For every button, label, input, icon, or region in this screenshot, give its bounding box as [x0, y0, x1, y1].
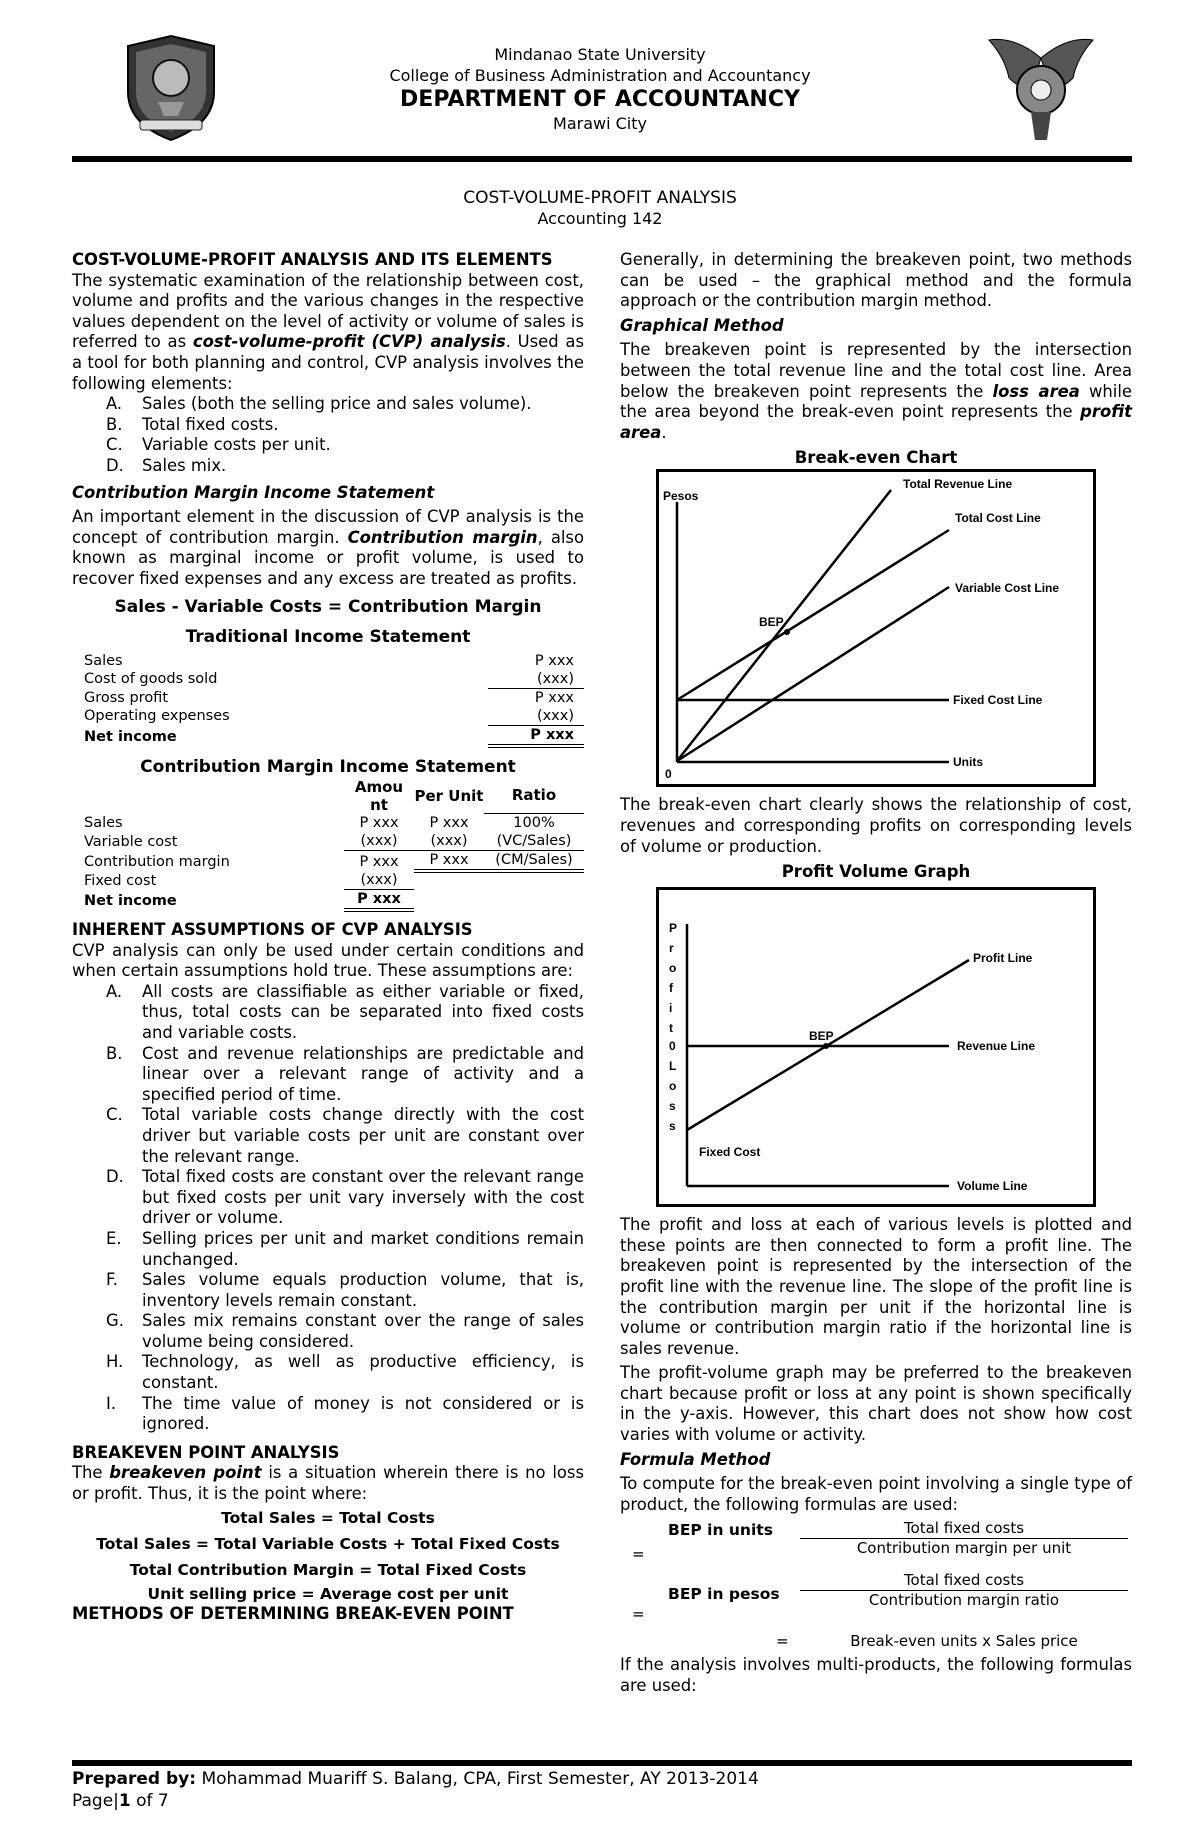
- list-item: I. The time value of money is not considered or is ignored.: [106, 1393, 584, 1434]
- university-name: Mindanao State University: [494, 45, 706, 64]
- graphical-method-paragraph: The breakeven point is represented by the intersection between the total revenue line and the total cost line. Area below the breakeven point represents the loss area while the area beyond the break-even point represents the profit area.: [620, 340, 1132, 442]
- traditional-statement-title: Traditional Income Statement: [185, 626, 471, 647]
- list-item: D. Total fixed costs are constant over the relevant range but fixed costs per unit vary inversely with the cost driver or volume.: [106, 1167, 584, 1228]
- college-name: College of Business Administration and Accountancy: [389, 66, 811, 85]
- right-column: [620, 250, 1132, 1697]
- bep-pesos-alt-formula: [620, 1631, 1132, 1655]
- list-item: D. Sales mix.: [106, 455, 227, 475]
- table-row: Cost of goods sold (xxx): [72, 670, 584, 689]
- svg-text:L: L: [669, 1059, 677, 1074]
- fixed-cost-line-label: Fixed Cost Line: [953, 693, 1043, 708]
- table-row: Contribution margin P xxx P xxx (CM/Sales): [72, 851, 584, 872]
- traditional-income-statement: [72, 652, 584, 748]
- letterhead: [0, 0, 1200, 160]
- department-name: DEPARTMENT OF ACCOUNTANCY: [400, 87, 800, 112]
- methods-intro-paragraph: Generally, in determining the breakeven point, two methods can be used – the graphical method and the formula approach or the contribution margin method.: [620, 250, 1132, 311]
- footer-rule: [72, 1760, 1132, 1766]
- bep-equation-1: Total Sales = Total Costs: [221, 1508, 435, 1527]
- equals-sign: =: [776, 1632, 789, 1651]
- equals-sign: =: [632, 1605, 645, 1624]
- table-row: Operating expenses (xxx): [72, 707, 584, 726]
- section-heading-cmis: Contribution Margin Income Statement: [72, 482, 435, 502]
- section-heading-graphical: Graphical Method: [620, 315, 784, 335]
- table-row: Net income P xxx: [72, 725, 584, 746]
- profit-volume-graph-title: Profit Volume Graph: [781, 862, 971, 882]
- svg-text:f: f: [669, 981, 673, 996]
- svg-text:i: i: [669, 1001, 673, 1016]
- bep-point: [784, 629, 790, 635]
- total-cost-line-label: Total Cost Line: [955, 511, 1041, 526]
- section-heading-methods: METHODS OF DETERMINING BREAK-EVEN POINT: [72, 1603, 514, 1623]
- cm-income-statement: [72, 778, 584, 913]
- svg-text:0: 0: [669, 1039, 676, 1054]
- section-heading-cvp-elements: COST-VOLUME-PROFIT ANALYSIS AND ITS ELEMENTS: [72, 250, 553, 269]
- svg-text:s: s: [669, 1099, 676, 1114]
- list-item: E. Selling prices per unit and market conditions remain unchanged.: [106, 1228, 584, 1269]
- svg-text:o: o: [669, 961, 677, 976]
- fixed-cost-label: Fixed Cost: [699, 1145, 761, 1160]
- list-item: B. Total fixed costs.: [106, 414, 279, 434]
- list-item: A. All costs are classifiable as either variable or fixed, thus, total costs can be separated into fixed costs and variable costs.: [106, 981, 584, 1042]
- list-item: C. Variable costs per unit.: [106, 435, 331, 455]
- revenue-line-label: Revenue Line: [957, 1039, 1036, 1054]
- bep-pesos-formula: [620, 1571, 1132, 1623]
- multi-product-intro: If the analysis involves multi-products, the following formulas are used:: [620, 1655, 1132, 1696]
- break-even-chart-svg: [659, 472, 1093, 784]
- pv-bep-label: BEP: [809, 1029, 834, 1044]
- list-item: F. Sales volume equals production volume, that is, inventory levels remain constant.: [106, 1270, 584, 1310]
- contribution-margin-equation: Sales - Variable Costs = Contribution Margin: [114, 596, 542, 617]
- university-seal-logo: [118, 32, 224, 144]
- profit-volume-paragraph-1: The profit and loss at each of various levels is plotted and these points are then connected to form a profit line. The breakeven point is represented by the intersection of the profit line with the revenue line. The slope of the profit line is the contribution margin per unit if the horizontal line is volume or contribution margin ratio if the horizontal line is sales revenue.: [620, 1215, 1132, 1358]
- svg-text:r: r: [669, 941, 674, 956]
- section-heading-assumptions: INHERENT ASSUMPTIONS OF CVP ANALYSIS: [72, 920, 473, 939]
- cm-statement-title: Contribution Margin Income Statement: [140, 756, 516, 777]
- page-footer: [72, 1768, 759, 1812]
- header-rule: [72, 156, 1132, 162]
- break-even-chart-title: Break-even Chart: [794, 448, 958, 468]
- col-header-ratio: Ratio: [484, 778, 584, 814]
- bep-equation-2: Total Sales = Total Variable Costs + Total Fixed Costs: [96, 1534, 560, 1553]
- col-header-amount: Amou nt: [354, 777, 404, 814]
- y-axis-label: Pesos: [663, 489, 699, 504]
- list-item: G. Sales mix remains constant over the range of sales volume being considered.: [106, 1311, 584, 1351]
- pv-bep-point: [823, 1043, 829, 1049]
- bep-equation-3: Total Contribution Margin = Total Fixed Costs: [129, 1560, 527, 1579]
- bep-paragraph: The breakeven point is a situation wherein there is no loss or profit. Thus, it is the point where:: [72, 1463, 585, 1504]
- contribution-margin-paragraph: An important element in the discussion of CVP analysis is the concept of contribution margin. Contribution margin, also known as marginal income or profit volume, is used to recover fixed expenses and any excess are treated as profits.: [72, 507, 584, 588]
- total-revenue-line: [677, 490, 891, 761]
- profit-volume-paragraph-2: The profit-volume graph may be preferred to the breakeven chart because profit or loss at any point is shown specifically in the y-axis. However, this chart does not show how cost varies with volume or activity.: [620, 1363, 1132, 1445]
- table-header-row: [72, 778, 584, 814]
- origin-label: 0: [665, 767, 672, 782]
- list-item: A. Sales (both the selling price and sales volume).: [106, 394, 532, 414]
- bep-pesos-label: BEP in pesos: [668, 1585, 780, 1604]
- break-even-chart-description: The break-even chart clearly shows the relationship of cost, revenues and corresponding profits on corresponding levels of volume or production.: [620, 795, 1132, 856]
- bep-units-label: BEP in units: [668, 1521, 773, 1540]
- prepared-by: Prepared by: Mohammad Muariff S. Balang, CPA, First Semester, AY 2013-2014: [72, 1769, 759, 1789]
- formula-intro: To compute for the break-even point involving a single type of product, the following formulas are used:: [620, 1474, 1132, 1514]
- page-number: Page|1 of 7: [72, 1791, 169, 1811]
- city-name: Marawi City: [553, 114, 647, 133]
- numerator: Total fixed costs: [800, 1519, 1128, 1539]
- svg-text:s: s: [669, 1119, 676, 1134]
- list-item: C. Total variable costs change directly with the cost driver but variable costs per unit are constant over the relevant range.: [106, 1105, 584, 1166]
- fraction: [800, 1519, 1128, 1557]
- profit-line-label: Profit Line: [973, 951, 1033, 966]
- numerator: Total fixed costs: [800, 1571, 1128, 1591]
- alt-formula-text: Break-even units x Sales price: [850, 1632, 1078, 1651]
- svg-text:t: t: [669, 1021, 673, 1036]
- table-row: Sales P xxx: [84, 652, 574, 669]
- section-heading-formula: Formula Method: [620, 1449, 771, 1469]
- svg-text:o: o: [669, 1079, 677, 1094]
- variable-cost-line-label: Variable Cost Line: [955, 581, 1060, 596]
- bep-units-formula: [620, 1519, 1132, 1571]
- list-item: B. Cost and revenue relationships are predictable and linear over a relevant range of activity and a specified period of time.: [106, 1043, 584, 1104]
- left-column: [72, 250, 584, 1623]
- cvp-term: cost-volume-profit (CVP) analysis: [192, 332, 506, 352]
- x-axis-label: Units: [953, 755, 983, 770]
- volume-line-label: Volume Line: [957, 1179, 1028, 1194]
- table-row: Gross profit P xxx: [84, 689, 574, 706]
- break-even-chart: [656, 469, 1096, 787]
- document-title: COST-VOLUME-PROFIT ANALYSIS: [463, 188, 737, 208]
- table-row: Net income P xxx: [72, 890, 584, 911]
- bep-label: BEP: [759, 615, 784, 630]
- table-row: Fixed cost (xxx): [72, 871, 584, 890]
- total-revenue-line-label: Total Revenue Line: [903, 477, 1013, 492]
- course-subtitle: Accounting 142: [537, 209, 663, 228]
- equals-sign: =: [632, 1545, 645, 1564]
- section-heading-bep: BREAKEVEN POINT ANALYSIS: [72, 1442, 340, 1462]
- table-row: Sales P xxx P xxx 100%: [84, 815, 555, 831]
- col-header-per-unit: Per Unit: [414, 786, 484, 805]
- cvp-definition-paragraph: The systematic examination of the relationship between cost, volume and profits and the various changes in the respective values dependent on the level of activity or volume of sales is referred to as cost-volume-profit (CVP) analysis. Used as a tool for both planning and control, CVP analysis involves the following elements:: [72, 270, 584, 393]
- department-eagle-logo: [985, 28, 1097, 146]
- assumptions-intro: CVP analysis can only be used under certain conditions and when certain assumptions hold true. These assumptions are:: [72, 940, 584, 981]
- fraction: [800, 1571, 1128, 1609]
- denominator: Contribution margin per unit: [856, 1539, 1072, 1558]
- profit-volume-graph-svg: [659, 890, 1093, 1204]
- denominator: Contribution margin ratio: [868, 1591, 1060, 1610]
- pv-y-axis-label: [669, 921, 677, 1133]
- assumptions-list: [72, 982, 584, 1435]
- table-row: Variable cost (xxx) (xxx) (VC/Sales): [72, 832, 584, 851]
- profit-volume-graph: [656, 887, 1096, 1207]
- svg-text:P: P: [669, 921, 678, 936]
- bep-equation-4: Unit selling price = Average cost per unit: [147, 1584, 509, 1603]
- cvp-elements-list: [72, 394, 584, 476]
- list-item: H. Technology, as well as productive efficiency, is constant.: [106, 1352, 584, 1393]
